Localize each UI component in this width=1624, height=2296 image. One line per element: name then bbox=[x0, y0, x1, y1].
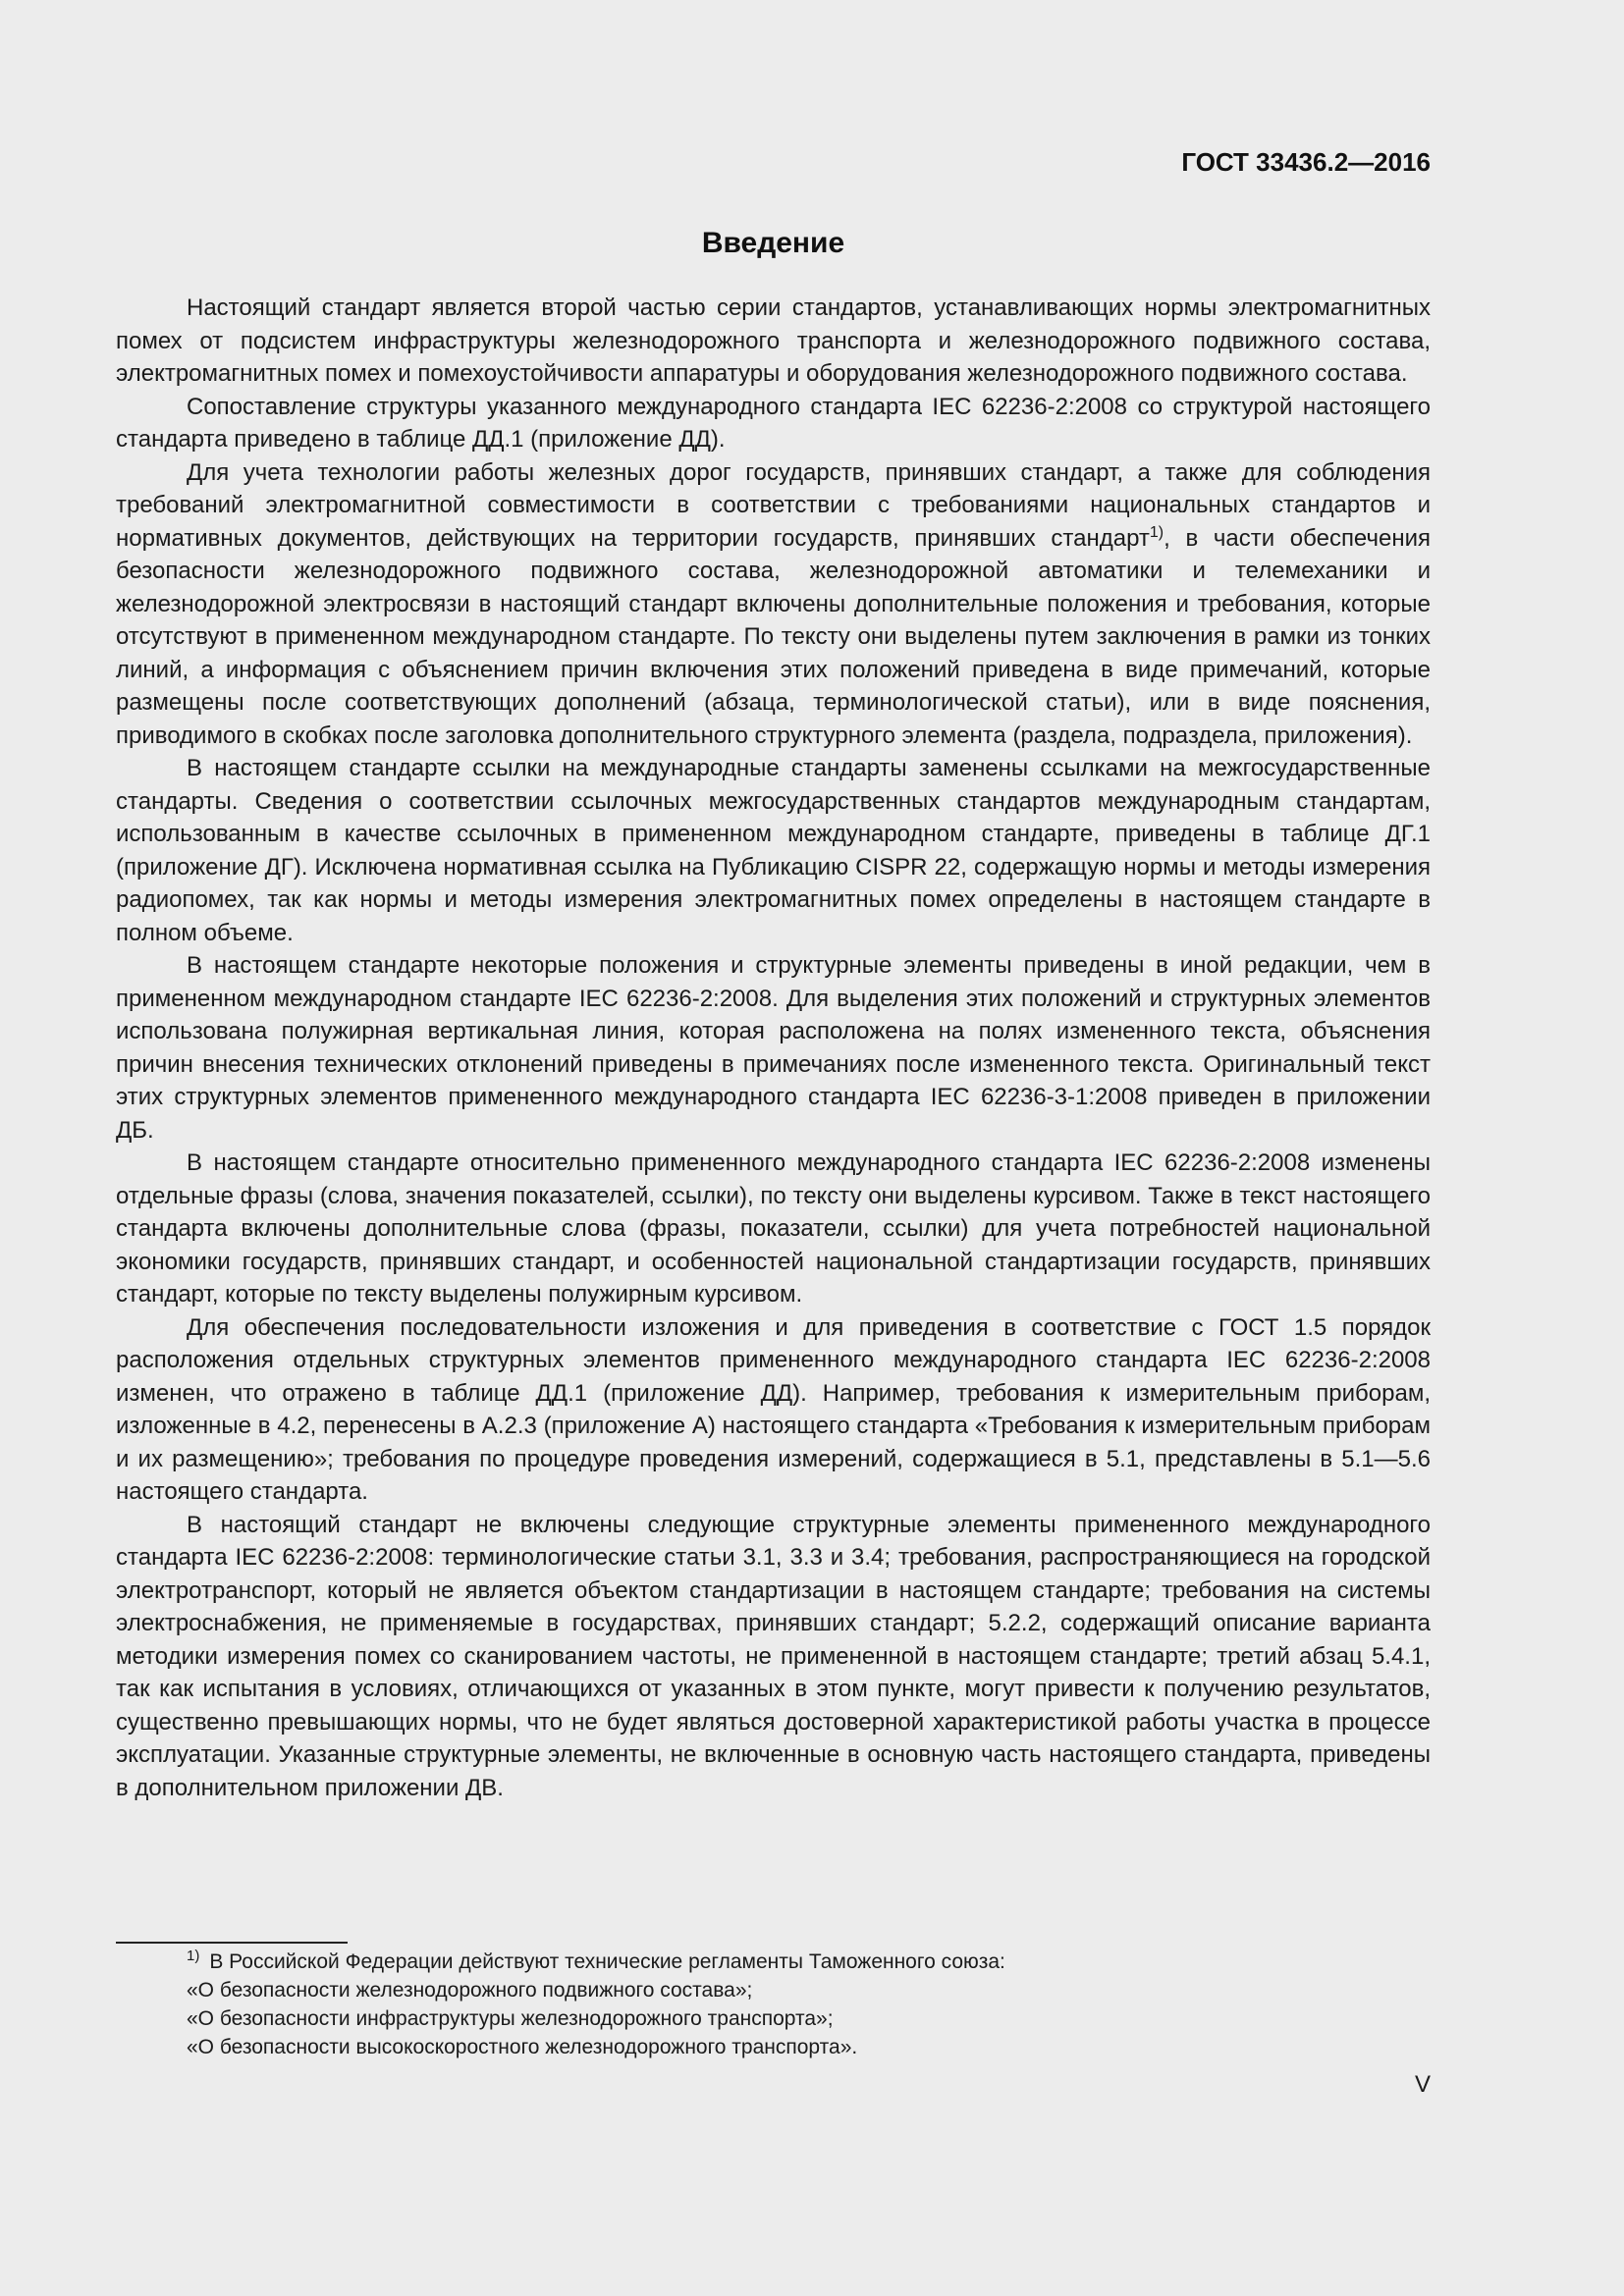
footnote-line-3: «О безопасности инфраструктуры железнодорожного транспорта»; bbox=[187, 2007, 834, 2030]
paragraph-3-text-before: Для учета технологии работы железных дорог государств, принявших стандарт, а также для соблюдения требований электромагнитной совместимости в соответствии с требованиями национальных стандартов и нормативных документов, действующих на территории государств, принявших стандарт bbox=[116, 458, 1431, 552]
footnote-separator bbox=[116, 1942, 348, 1944]
document-code-header: ГОСТ 33436.2—2016 bbox=[1181, 147, 1431, 177]
paragraph-8: В настоящий стандарт не включены следующие структурные элементы примененного международного стандарта IEC 62236-2:2008: терминологические статьи 3.1, 3.3 и 3.4; требования, распространяющиеся на городской электротранспорт, который не является объектом стандартизации в настоящем стандарте; требования на системы электроснабжения, не применяемые в государствах, принявших стандарт; 5.2.2, содержащий описание варианта методики измерения помех со сканированием частоты, не примененной в настоящем стандарте; третий абзац 5.4.1, так как испытания в условиях, отличающихся от указанных в этом пункте, могут привести к получению результатов, существенно превышающих нормы, что не будет являться достоверной характеристикой работы участка в процессе эксплуатации. Указанные структурные элементы, не включенные в основную часть настоящего стандарта, приведены в дополнительном приложении ДВ. bbox=[116, 1511, 1431, 1801]
paragraph-4: В настоящем стандарте ссылки на международные стандарты заменены ссылками на межгосударственные стандарты. Сведения о соответствии ссылочных межгосударственных стандартов международным стандартам, использованным в качестве ссылочных в примененном международном стандарте, приведены в таблице ДГ.1 (приложение ДГ). Исключена нормативная ссылка на Публикацию CISPR 22, содержащую нормы и методы измерения радиопомех, так как нормы и методы измерения электромагнитных помех определены в настоящем стандарте в полном объеме. bbox=[116, 755, 1431, 946]
paragraph-3-text-after: , в части обеспечения безопасности железнодорожного подвижного состава, железнодорожной автоматики и телемеханики и железнодорожной электросвязи в настоящий стандарт включены дополнительные положения и требования, которые отсутствуют в примененном международном стандарте. По тексту они выделены путем заключения в рамки из тонких линий, а информация с объяснением причин включения этих положений приведена в виде примечаний, которые размещены после соответствующих дополнений (абзаца, терминологической статьи), или в виде пояснения, приводимого в скобках после заголовка дополнительного структурного элемента (раздела, подраздела, приложения). bbox=[116, 524, 1431, 749]
paragraph-2: Сопоставление структуры указанного международного стандарта IEC 62236-2:2008 со структурой настоящего стандарта приведено в таблице ДД.1 (приложение ДД). bbox=[116, 393, 1431, 453]
paragraph-3 bbox=[116, 456, 1431, 753]
paragraph-7: Для обеспечения последовательности изложения и для приведения в соответствие с ГОСТ 1.5 порядок расположения отдельных структурных элементов примененного международного стандарта IEC 62236-2:2008 изменен, что отражено в таблице ДД.1 (приложение ДД). Например, требования к измерительным приборам, изложенные в 4.2, перенесены в А.2.3 (приложение А) настоящего стандарта «Требования к измерительным приборам и их размещению»; требования по процедуре проведения измерений, содержащиеся в 5.1, представлены в 5.1—5.6 настоящего стандарта. bbox=[116, 1313, 1431, 1505]
body-text bbox=[116, 292, 1431, 1804]
footnote-reference: 1) bbox=[1149, 523, 1164, 541]
footnote-mark: 1) bbox=[187, 1948, 200, 1964]
footnote-line-1-text: В Российской Федерации действуют технические регламенты Таможенного союза: bbox=[209, 1950, 1005, 1973]
footnote-line-1 bbox=[187, 1948, 1431, 1976]
footnote-line-4: «О безопасности высокоскоростного железнодорожного транспорта». bbox=[187, 2036, 858, 2058]
paragraph-1: Настоящий стандарт является второй частью серии стандартов, устанавливающих нормы электромагнитных помех от подсистем инфраструктуры железнодорожного транспорта и железнодорожного подвижного состава, электромагнитных помех и помехоустойчивости аппаратуры и оборудования железнодорожного подвижного состава. bbox=[116, 294, 1431, 387]
page-number: V bbox=[1414, 2071, 1431, 2098]
section-title: Введение bbox=[701, 227, 845, 259]
paragraph-5: В настоящем стандарте некоторые положения и структурные элементы приведены в иной редакции, чем в примененном международном стандарте IEC 62236-2:2008. Для выделения этих положений и структурных элементов использована полужирная вертикальная линия, которая расположена на полях измененного текста, объяснения причин внесения технических отклонений приведены в примечаниях после измененного текста. Оригинальный текст этих структурных элементов примененного международного стандарта IEC 62236-3-1:2008 приведен в приложении ДБ. bbox=[116, 952, 1431, 1144]
footnote bbox=[187, 1948, 1431, 2061]
footnote-line-2: «О безопасности железнодорожного подвижного состава»; bbox=[187, 1979, 753, 2002]
paragraph-6: В настоящем стандарте относительно примененного международного стандарта IEC 62236-2:2008 изменены отдельные фразы (слова, значения показателей, ссылки), по тексту они выделены курсивом. Также в текст настоящего стандарта включены дополнительные слова (фразы, показатели, ссылки) для учета потребностей национальной экономики государств, принявших стандарт, и особенностей национальной стандартизации государств, принявших стандарт, которые по тексту выделены полужирным курсивом. bbox=[116, 1149, 1431, 1308]
